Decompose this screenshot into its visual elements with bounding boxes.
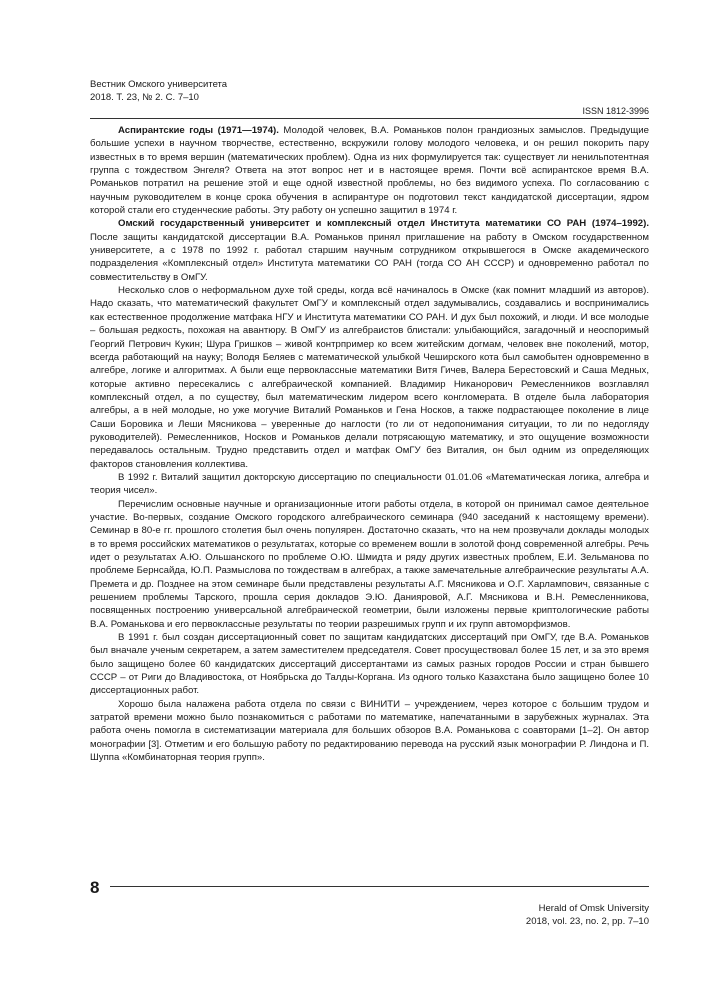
paragraph — [90, 498, 649, 631]
running-header — [90, 78, 227, 104]
paragraph-text: В 1991 г. был создан диссертационный совет по защитам кандидатских диссертаций при ОмГУ, где В.А. Романьков был вначале ученым секретарем, а затем заместителем председателя. Совет просуществовал более 15 лет, и за это время было защищено более 60 кандидатских диссертаций диссертантами из самых разных городов России и стран бывшего СССР – от Риги до Владивостока, от Ноябрьска до Талды-Коргана. Из одного только Казахстана было защищено более 10 диссертационных работ. — [90, 632, 649, 697]
paragraph — [90, 124, 649, 217]
paragraph-text: Несколько слов о неформальном духе той среды, когда всё начиналось в Омске (как помнит младший из авторов). Надо сказать, что математический факультет ОмГУ и комплексный отдел задумывались, создавались и воспринимались как естественное продолжение матфака НГУ и Института математики СО РАН. И дух был похожий, и люди. И все молодые – большая редкость, похожая на авантюру. В ОмГУ из алгебраистов блистали: улыбающийся, загадочный и неоспоримый Георгий Петрович Кукин; Шура Гришков – живой контрпример ко всем житейским догмам, человек вне поколений, мотор, всегда работающий на науку; Володя Беляев с математической улыбкой Чеширского кота был самобытен одновременно в алгебре, логике и алгоритмах. А были еще первоклассные математики Витя Гичев, Валера Берестовский и Саша Медных, которые активно пересекались с алгебраической компанией. Владимир Никанорович Ремесленников возглавлял комплексный отдел, а по существу, был математическим лидером всего конгломерата. В отделе была лаборатория алгебры, а в ней молодые, но уже могучие Виталий Романьков и Гена Носков, а также подрастающее поколение в лице Саши Боровика и Леши Мясникова – уверенные до наглости (то ли от недопонимания ситуации, то ли по недогляду руководителей). Ремесленников, Носков и Романьков делали потрясающую математику, и это ощущение возможности передавалось остальным. Трудно представить отдел и матфак ОмГУ без Виталия, он был одним из определяющих факторов становления коллектива. — [90, 285, 649, 470]
page-number: 8 — [90, 878, 100, 897]
section-heading: Омский государственный университет и комплексный отдел Института математики СО РАН (1974–1992). — [118, 218, 649, 230]
running-footer — [526, 902, 649, 928]
journal-title-en: Herald of Omsk University — [538, 903, 649, 914]
paragraph — [90, 217, 649, 284]
paragraph — [90, 471, 649, 498]
header-divider — [90, 118, 649, 119]
paragraph-text: В 1992 г. Виталий защитил докторскую диссертацию по специальности 01.01.06 «Математическая логика, алгебра и теория чисел». — [90, 471, 649, 497]
footer-divider — [110, 886, 649, 887]
journal-title: Вестник Омского университета — [90, 79, 228, 90]
paragraph — [90, 698, 649, 765]
paragraph — [90, 284, 649, 471]
journal-citation-en: 2018, vol. 23, no. 2, pp. 7–10 — [525, 916, 649, 927]
section-heading: Аспирантские годы (1971—1974). — [118, 125, 279, 136]
article-body — [90, 124, 649, 765]
issn-label: ISSN 1812-3996 — [582, 106, 649, 116]
paragraph-text: Хорошо была налажена работа отдела по связи с ВИНИТИ – учреждением, через которое с большим трудом и затратой времени можно было познакомиться с работами по математике, напечатанными в зарубежных журналах. Эта работа очень помогла в систематизации материала для больших обзоров В.А. Романькова с соавторами [1–2]. Он автор монографии [3]. Отметим и его большую работу по редактированию перевода на русский язык монографии Р. Линдона и П. Шуппа «Комбинаторная теория групп». — [90, 698, 649, 764]
paragraph — [90, 631, 649, 698]
journal-citation: 2018. Т. 23, № 2. С. 7–10 — [90, 92, 199, 103]
paragraph-text: Перечислим основные научные и организационные итоги работы отдела, в которой он принимал самое деятельное участие. Во-первых, создание Омского городского алгебраического семинара (940 заседаний к настоящему времени). Семинар в 80-е гг. прошлого столетия был очень популярен. Достаточно сказать, что на нем прозвучали доклады молодых в то время российских математиков о результатах, которые со временем вошли в золотой фонд современной алгебры. Речь идет о результатах А.Ю. Ольшанского по проблеме О.Ю. Шмидта и ряду других известных проблем, Е.И. Зельманова по проблеме Бернсайда, Ю.П. Размыслова по тождествам в алгебрах, а также замечательные алгебраические результаты А.А. Премета и др. Позднее на этом семинаре были представлены результаты А.Г. Мясникова и О.Г. Харлампович, связанные с решением проблемы Тарского, прошла серия докладов Э.Ю. Данияровой, А.Г. Мясникова и В.Н. Ремесленникова, посвященных построению универсальной алгебраической геометрии, были изложены первые криптологические работы В.А. Романькова и его первоклассные результаты по теории разрешимых групп и их групп автоморфизмов. — [90, 498, 649, 630]
paragraph-text: Молодой человек, В.А. Романьков полон грандиозных замыслов. Предыдущие большие успехи в научном творчестве, естественно, вскружили голову молодого человека, и он решил покорить пару известных в то время вершин (математических проблем). Одна из них формулируется так: существует ли ненильпотентная группа с тождеством Энгеля? Ответа на этот вопрос нет и в настоящее время. Почти всё аспирантское время В.А. Романьков потратил на решение этой и еще одной известной проблемы, но без видимого успеха. По согласованию с научным руководителем в конце срока обучения в аспирантуре он подготовил текст кандидатской диссертации, ядром которой стали его студенческие работы. Эту работу он успешно защитил в 1974 г. — [90, 125, 649, 217]
paragraph-text: После защиты кандидатской диссертации В.А. Романьков принял приглашение на работу в Омском государственном университете, а с 1978 по 1992 г. работал старшим научным сотрудником открывшегося в Омске академического подразделения «Комплексный отдел» Института математики СО РАН (тогда СО АН СССР) и одновременно работал по совместительству в ОмГУ. — [90, 231, 649, 283]
